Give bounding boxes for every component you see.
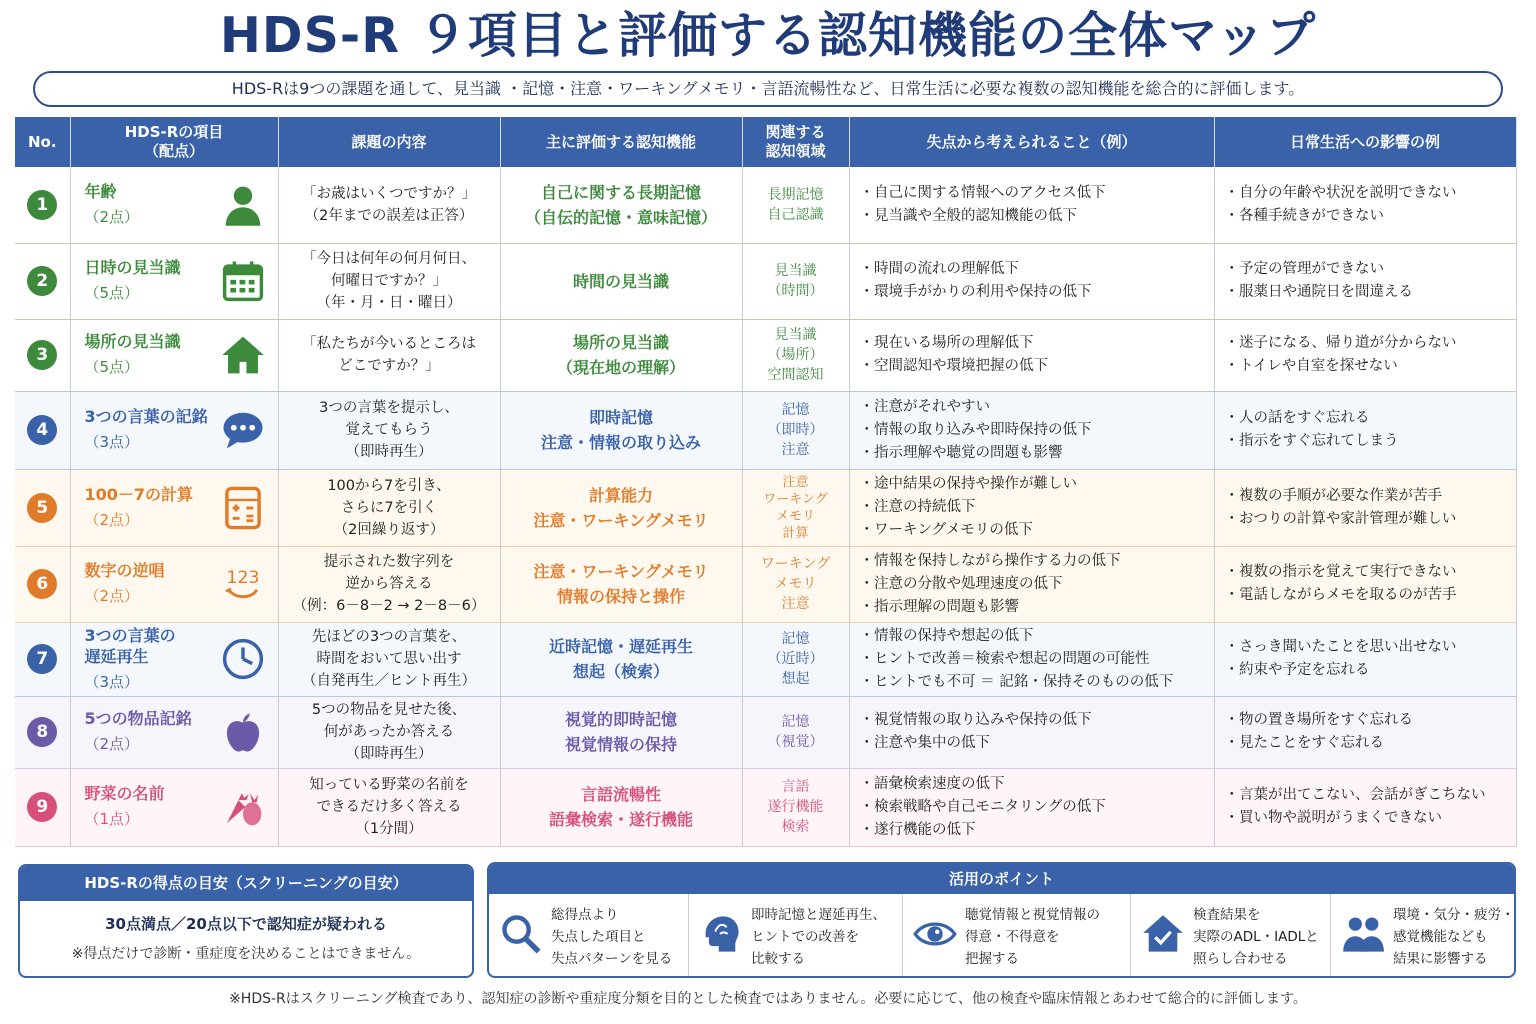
daily-life-item: ・買い物や説明がうまくできない: [1224, 810, 1442, 826]
usage-point-text: 検査結果を 実際のADL・IADLと 照らし合わせる: [1193, 907, 1319, 967]
loss-item: ・視覚情報の取り込みや保持の低下: [859, 712, 1092, 728]
apple-icon: [220, 709, 266, 755]
item-points: （5点）: [84, 284, 140, 302]
usage-point-text: 即時記憶と遅延再生、 ヒントでの改善を 比較する: [751, 907, 886, 967]
item-cell: [70, 391, 278, 469]
table-row: [15, 696, 1516, 768]
cognition-cell: 言語流暢性 語彙検索・遂行機能: [500, 768, 742, 846]
loss-item: ・指示理解の問題も影響: [859, 598, 1019, 615]
item-points: （1点）: [84, 810, 140, 828]
loss-item: ・ワーキングメモリの低下: [859, 522, 1033, 538]
cognition-cell: 近時記憶・遅延再生 想起（検索）: [500, 622, 742, 696]
table-row: [15, 768, 1516, 846]
item-points: （2点）: [84, 510, 140, 529]
vegetables-icon: [220, 784, 266, 830]
score-guide-line2: ※得点だけで診断・重症度を決めることはできません。: [71, 946, 421, 962]
table-row: [15, 391, 1516, 469]
row-number-cell: [15, 469, 70, 546]
loss-item: ・現在いる場所の理解低下: [859, 335, 1034, 351]
daily-life-item: ・複数の指示を覚えて実行できない: [1224, 564, 1457, 580]
daily-life-item: ・各種手続きができない: [1224, 207, 1384, 224]
loss-cell: [849, 546, 1214, 622]
table-row: [15, 546, 1516, 622]
speech-bubble-icon: [220, 407, 266, 453]
header-cognition: 主に評価する認知機能: [500, 117, 742, 167]
task-cell: 「お歳はいくつですか？」 （2年までの誤差は正答）: [278, 167, 500, 243]
domain-cell: 見当識 （時間）: [742, 243, 849, 319]
header-no: No.: [15, 117, 70, 167]
row-number-badge: 1: [27, 190, 57, 220]
row-number-badge: 2: [27, 266, 57, 296]
item-points: （5点）: [84, 358, 140, 376]
score-guide-header: HDS-Rの得点の目安（スクリーニングの目安）: [20, 866, 472, 901]
cognition-cell: 計算能力 注意・ワーキングメモリ: [500, 469, 742, 546]
row-number-cell: [15, 546, 70, 622]
daily-life-item: ・人の話をすぐ忘れる: [1224, 410, 1370, 426]
task-cell: 3つの言葉を提示し、 覚えてもらう （即時再生）: [278, 391, 500, 469]
loss-item: ・情報の保持や想起の低下: [859, 627, 1034, 644]
item-points: （3点）: [84, 672, 140, 691]
usage-point: [689, 894, 903, 978]
row-number-badge: 9: [27, 792, 57, 822]
house-icon: [220, 332, 266, 378]
row-number-badge: 6: [27, 569, 57, 599]
daily-life-cell: [1214, 768, 1516, 846]
item-name: 年齢: [84, 181, 117, 201]
domain-cell: 記憶 （近時） 想起: [742, 622, 849, 696]
clock-icon: [220, 636, 266, 682]
row-number-cell: [15, 391, 70, 469]
daily-life-item: ・言葉が出てこない、会話がぎこちない: [1224, 787, 1486, 803]
header-task: 課題の内容: [278, 117, 500, 167]
usage-point: [1331, 894, 1514, 978]
item-points: （2点）: [84, 735, 140, 753]
loss-cell: [849, 622, 1214, 696]
row-number-cell: [15, 319, 70, 391]
daily-life-cell: [1214, 243, 1516, 319]
daily-life-cell: [1214, 546, 1516, 622]
daily-life-cell: [1214, 167, 1516, 243]
row-number-cell: [15, 622, 70, 696]
person-icon: [220, 182, 266, 228]
domain-cell: 言語 遂行機能 検索: [742, 768, 849, 846]
subtitle-banner: HDS-Rは9つの課題を通して、見当識 ・記憶・注意・ワーキングメモリ・言語流暢性など、日常生活に必要な複数の認知機能を総合的に評価します。: [33, 71, 1503, 107]
row-number-badge: 7: [27, 644, 57, 674]
usage-points-header: 活用のポイント: [489, 864, 1514, 894]
usage-point-text: 環境・気分・疲労・ 感覚機能なども 結果に影響する: [1393, 907, 1515, 967]
table-row: [15, 167, 1516, 243]
row-number-badge: 4: [27, 415, 57, 445]
daily-life-item: ・見たことをすぐ忘れる: [1224, 735, 1384, 751]
usage-point: [1131, 894, 1331, 978]
table-row: [15, 243, 1516, 319]
daily-life-item: ・トイレや自室を探せない: [1224, 358, 1398, 374]
item-points: （3点）: [84, 433, 140, 451]
footer-note: ※HDS-Rはスクリーニング検査であり、認知症の診断や重症度分類を目的とした検査ではありません。必要に応じて、他の検査や臨床情報とあわせて総合的に評価します。: [229, 991, 1307, 1007]
task-cell: 「私たちが今いるところは どこですか？」: [278, 319, 500, 391]
item-name: 3つの言葉の記銘: [84, 407, 208, 426]
domain-cell: 記憶 （視覚）: [742, 696, 849, 768]
loss-item: ・途中結果の保持や操作が難しい: [859, 476, 1077, 492]
table-row: [15, 319, 1516, 391]
daily-life-item: ・さっき聞いたことを思い出せない: [1224, 639, 1457, 655]
task-cell: 提示された数字列を 逆から答える （例：6－8－2 → 2－8－6）: [278, 546, 500, 622]
loss-item: ・ヒントで改善＝検索や想起の問題の可能性: [859, 650, 1150, 667]
item-name: 数字の逆唱: [84, 561, 165, 580]
score-guide-line1: 30点満点／20点以下で認知症が疑われる: [105, 915, 387, 933]
loss-cell: [849, 243, 1214, 319]
daily-life-item: ・おつりの計算や家計管理が難しい: [1224, 510, 1457, 527]
task-cell: 「今日は何年の何月何日、 何曜日ですか？」 （年・月・日・曜日）: [278, 243, 500, 319]
item-cell: [70, 167, 278, 243]
row-number-cell: [15, 167, 70, 243]
domain-cell: ワーキング メモリ 注意: [742, 546, 849, 622]
usage-points-box: [487, 862, 1516, 978]
item-cell: [70, 696, 278, 768]
item-name: 場所の見当識: [84, 332, 181, 351]
cognition-cell: 注意・ワーキングメモリ 情報の保持と操作: [500, 546, 742, 622]
usage-point-text: 聴覚情報と視覚情報の 得意・不得意を 把握する: [965, 907, 1100, 967]
loss-cell: [849, 696, 1214, 768]
row-number-badge: 8: [27, 717, 57, 747]
usage-point: [489, 894, 689, 978]
table-row: [15, 469, 1516, 546]
item-cell: [70, 622, 278, 696]
cognition-cell: 場所の見当識 （現在地の理解）: [500, 319, 742, 391]
item-cell: [70, 319, 278, 391]
daily-life-cell: [1214, 391, 1516, 469]
cognition-cell: 自己に関する長期記憶 （自伝的記憶・意味記憶）: [500, 167, 742, 243]
daily-life-cell: [1214, 319, 1516, 391]
row-number-cell: [15, 243, 70, 319]
loss-cell: [849, 319, 1214, 391]
cognition-cell: 即時記憶 注意・情報の取り込み: [500, 391, 742, 469]
item-cell: [70, 243, 278, 319]
table-row: [15, 622, 1516, 696]
loss-cell: [849, 469, 1214, 546]
domain-cell: 長期記憶 自己認識: [742, 167, 849, 243]
reverse-123-icon: [220, 561, 266, 607]
loss-item: ・時間の流れの理解低下: [859, 261, 1019, 277]
loss-item: ・情報の取り込みや即時保持の低下: [859, 421, 1092, 438]
daily-life-item: ・服薬日や通院日を間違える: [1224, 284, 1413, 300]
loss-item: ・語彙検索速度の低下: [859, 775, 1005, 792]
daily-life-item: ・電話しながらメモを取るのが苦手: [1224, 587, 1457, 603]
daily-life-cell: [1214, 469, 1516, 546]
loss-item: ・指示理解や聴覚の問題も影響: [859, 444, 1063, 461]
domain-cell: 見当識 （場所） 空間認知: [742, 319, 849, 391]
item-name: 3つの言葉の 遅延再生: [84, 625, 176, 666]
loss-item: ・注意がそれやすい: [859, 398, 990, 415]
hds-r-table: [15, 117, 1517, 847]
row-number-cell: [15, 696, 70, 768]
loss-item: ・自己に関する情報へのアクセス低下: [859, 184, 1106, 201]
cognition-cell: 視覚的即時記憶 視覚情報の保持: [500, 696, 742, 768]
daily-life-item: ・迷子になる、帰り道が分からない: [1224, 335, 1457, 351]
loss-cell: [849, 768, 1214, 846]
loss-item: ・空間認知や環境把握の低下: [859, 358, 1048, 374]
score-guide-box: [18, 864, 474, 978]
task-cell: 100から7を引き、 さらに7を引く （2回繰り返す）: [278, 469, 500, 546]
calendar-icon: [220, 258, 266, 304]
item-name: 日時の見当識: [84, 258, 181, 277]
loss-item: ・注意や集中の低下: [859, 735, 990, 751]
loss-cell: [849, 391, 1214, 469]
table-header-row: [15, 117, 1516, 167]
daily-life-cell: [1214, 622, 1516, 696]
daily-life-item: ・指示をすぐ忘れてしまう: [1224, 433, 1399, 449]
row-number-cell: [15, 768, 70, 846]
cognition-cell: 時間の見当識: [500, 243, 742, 319]
loss-cell: [849, 167, 1214, 243]
item-name: 野菜の名前: [84, 784, 165, 803]
header-item: HDS-Rの項目 （配点）: [70, 117, 278, 167]
daily-life-cell: [1214, 696, 1516, 768]
header-loss: 失点から考えられること（例）: [849, 117, 1214, 167]
loss-item: ・注意の持続低下: [859, 499, 976, 515]
daily-life-item: ・予定の管理ができない: [1224, 261, 1384, 277]
item-points: （2点）: [84, 587, 140, 605]
row-number-badge: 5: [27, 493, 57, 523]
page-title: HDS-R ９項目と評価する認知機能の全体マップ: [219, 7, 1317, 64]
domain-cell: 注意 ワーキング メモリ 計算: [742, 469, 849, 546]
usage-point-text: 総得点より 失点した項目と 失点パターンを見る: [551, 907, 673, 967]
item-name: 100－7の計算: [84, 484, 194, 504]
daily-life-item: ・自分の年齢や状況を説明できない: [1224, 184, 1457, 201]
loss-item: ・ヒントでも不可 ＝ 記銘・保持そのものの低下: [859, 673, 1174, 690]
header-domain: 関連する 認知領域: [742, 117, 849, 167]
loss-item: ・環境手がかりの利用や保持の低下: [859, 284, 1092, 300]
daily-life-item: ・複数の手順が必要な作業が苦手: [1224, 487, 1442, 504]
domain-cell: 記憶 （即時） 注意: [742, 391, 849, 469]
header-daily-life: 日常生活への影響の例: [1214, 117, 1516, 167]
item-points: （2点）: [84, 207, 140, 226]
loss-item: ・遂行機能の低下: [859, 821, 976, 838]
loss-item: ・見当識や全般的認知機能の低下: [859, 207, 1077, 224]
loss-item: ・情報を保持しながら操作する力の低下: [859, 552, 1121, 569]
item-cell: [70, 546, 278, 622]
task-cell: 知っている野菜の名前を できるだけ多く答える （1分間）: [278, 768, 500, 846]
usage-point: [903, 894, 1131, 978]
item-cell: [70, 768, 278, 846]
item-name: 5つの物品記銘: [84, 709, 192, 728]
daily-life-item: ・物の置き場所をすぐ忘れる: [1224, 712, 1413, 728]
calculator-icon: [220, 485, 266, 531]
item-cell: [70, 469, 278, 546]
task-cell: 先ほどの3つの言葉を、 時間をおいて思い出す （自発再生／ヒント再生）: [278, 622, 500, 696]
daily-life-item: ・約束や予定を忘れる: [1224, 662, 1370, 678]
loss-item: ・検索戦略や自己モニタリングの低下: [859, 798, 1106, 815]
svg-text:123: 123: [226, 567, 259, 588]
task-cell: 5つの物品を見せた後、 何があったか答える （即時再生）: [278, 696, 500, 768]
loss-item: ・注意の分散や処理速度の低下: [859, 575, 1063, 592]
row-number-badge: 3: [27, 340, 57, 370]
